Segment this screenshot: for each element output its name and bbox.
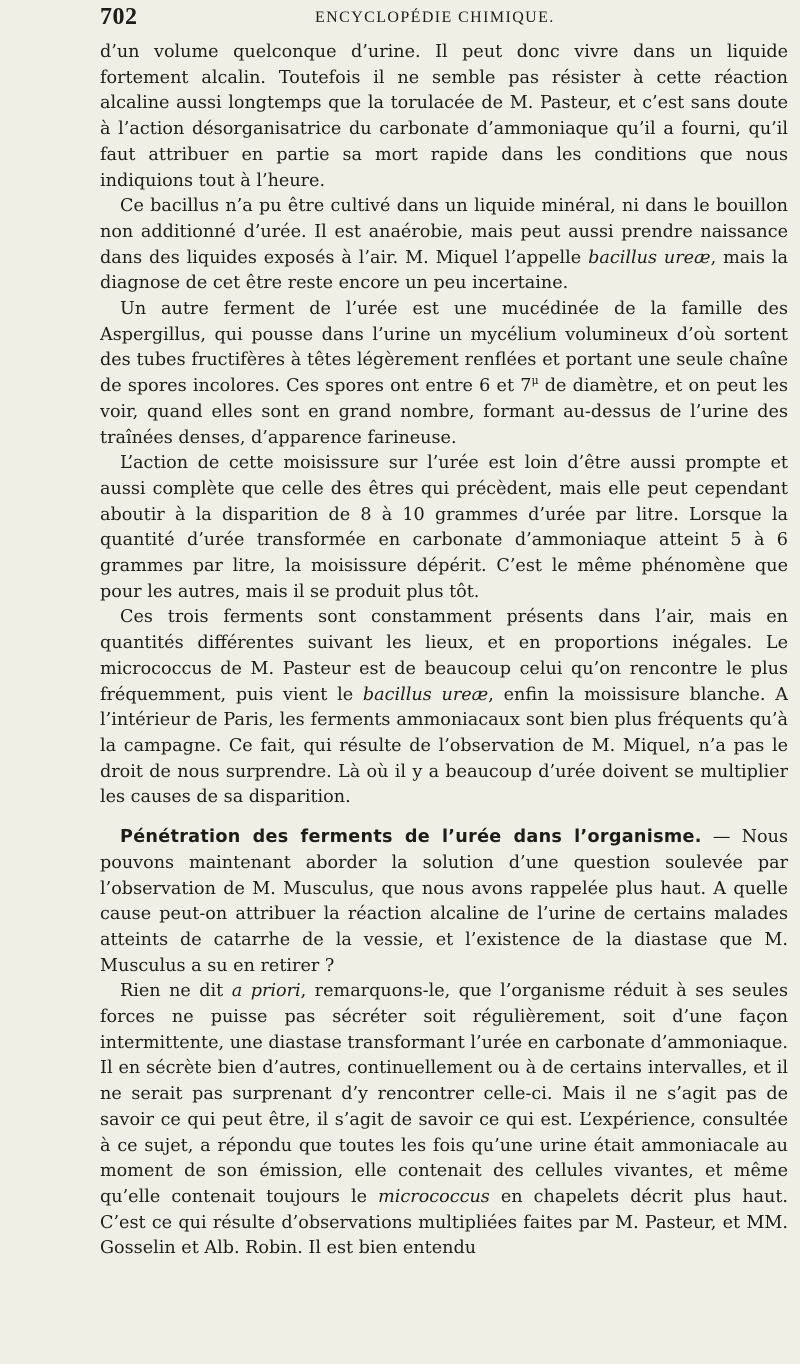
paragraph-4	[100, 451, 788, 605]
paragraph-2	[100, 194, 788, 297]
paragraph-3-text-b: de diamètre, et on peut les voir, quand elles sont en grand nombre, formant au-dessus de l’urine des traînées denses, d’apparence farineuse.	[100, 376, 788, 448]
paragraph-5-text-b: , enfin la moissisure blanche. A l’intérieur de Paris, les ferments ammoniacaux sont bien plus fréquents qu’à la campagne. Ce fait, qui résulte de l’observation de M. Miquel, n’a pas le droit de nous surprendre. Là où il y a beaucoup d’urée doivent se multiplier les causes de sa disparition.	[100, 684, 789, 808]
paragraph-5	[100, 605, 788, 811]
paragraph-6-text: — Nous pouvons maintenant aborder la solution d’une question soulevée par l’observation de M. Musculus, que nous avons rappelée plus haut. A quelle cause peut-on attribuer la réaction alcaline de l’urine de certains malades atteints de catarrhe de la vessie, et l’existence de la diastase que M. Musculus a su en retirer ?	[100, 827, 788, 976]
paragraph-5-text-a: Ces trois ferments sont constamment présents dans l’air, mais en quantités différentes suivant les lieux, et en proportions inégales. Le micrococcus de M. Pasteur est de beaucoup celui qu’on rencontre le plus fréquemment, puis vient le	[100, 607, 788, 705]
paragraph-3-text-a: Un autre ferment de l’urée est une mucédinée de la famille des Aspergillus, qui pousse dans l’urine un mycélium volumineux d’où sortent des tubes fructifères à têtes légèrement renflées et portant une seule chaîne de spores incolores. Ces spores ont entre 6 et 7	[100, 299, 788, 397]
species-name-bacillus-ureae: bacillus ureæ	[588, 247, 711, 268]
species-name-micrococcus: micrococcus	[378, 1186, 490, 1207]
paragraph-2-text-a: Ce bacillus n’a pu être cultivé dans un liquide minéral, ni dans le bouillon non additionné d’urée. Il est anaérobie, mais peut aussi prendre naissance dans des liquides exposés à l’air. M. Miquel l’appelle	[100, 196, 788, 268]
paragraph-2-text-b: , mais la diagnose de cet être reste encore un peu incertaine.	[100, 247, 788, 294]
species-name-bacillus-ureae-2: bacillus ureæ	[362, 684, 489, 705]
page-header	[100, 2, 790, 36]
paragraph-1	[100, 40, 788, 194]
paragraph-6	[100, 825, 788, 979]
running-head: ENCYCLOPÉDIE CHIMIQUE.	[315, 9, 555, 26]
paragraph-7	[100, 979, 788, 1262]
section-heading: Pénétration des ferments de l’urée dans l’organisme.	[120, 827, 702, 848]
micron-symbol: μ	[531, 374, 539, 388]
phrase-a-priori: a priori	[231, 981, 301, 1002]
body-text	[100, 40, 788, 1262]
paragraph-7-text-c: en chapelets décrit plus haut. C’est ce qui résulte d’observations multipliées faites par M. Pasteur, et MM. Gosselin et Alb. Robin. Il est bien entendu	[100, 1186, 789, 1259]
paragraph-3	[100, 297, 788, 451]
paragraph-4-text: L’action de cette moisissure sur l’urée est loin d’être aussi prompte et aussi complète que celle des êtres qui précèdent, mais elle peut cependant aboutir à la disparition de 8 à 10 grammes d’urée par litre. Lorsque la quantité d’urée transformée en carbonate d’ammoniaque atteint 5 à 6 grammes par litre, la moisissure dépérit. C’est le même phénomène que pour les autres, mais il se produit plus tôt.	[100, 453, 788, 602]
paragraph-7-text-b: , remarquons-le, que l’organisme réduit à ses seules forces ne puisse pas sécréter soit régulièrement, soit d’une façon intermittente, une diastase transformant l’urée en carbonate d’ammoniaque. Il en sécrète bien d’autres, continuellement ou à de certains intervalles, et il ne serait pas surprenant d’y rencontrer celle-ci. Mais il ne s’agit pas de savoir ce qui peut être, il s’agit de savoir ce qui est. L’expérience, consultée à ce sujet, a répondu que toutes les fois qu’une urine était ammoniacale au moment de son émission, elle contenait des cellules vivantes, et même qu’elle contenait toujours le	[100, 981, 788, 1207]
paragraph-1-text: d’un volume quelconque d’urine. Il peut donc vivre dans un liquide fortement alcalin. Toutefois il ne semble pas résister à cette réaction alcaline aussi longtemps que la torulacée de M. Pasteur, et c’est sans doute à l’action désorganisatrice du carbonate d’ammoniaque qu’il a fourni, qu’il faut attribuer en partie sa mort rapide dans les conditions que nous indiquions tout à l’heure.	[100, 42, 788, 191]
page-number: 702	[100, 4, 138, 30]
paragraph-7-text-a: Rien ne dit	[120, 981, 224, 1002]
